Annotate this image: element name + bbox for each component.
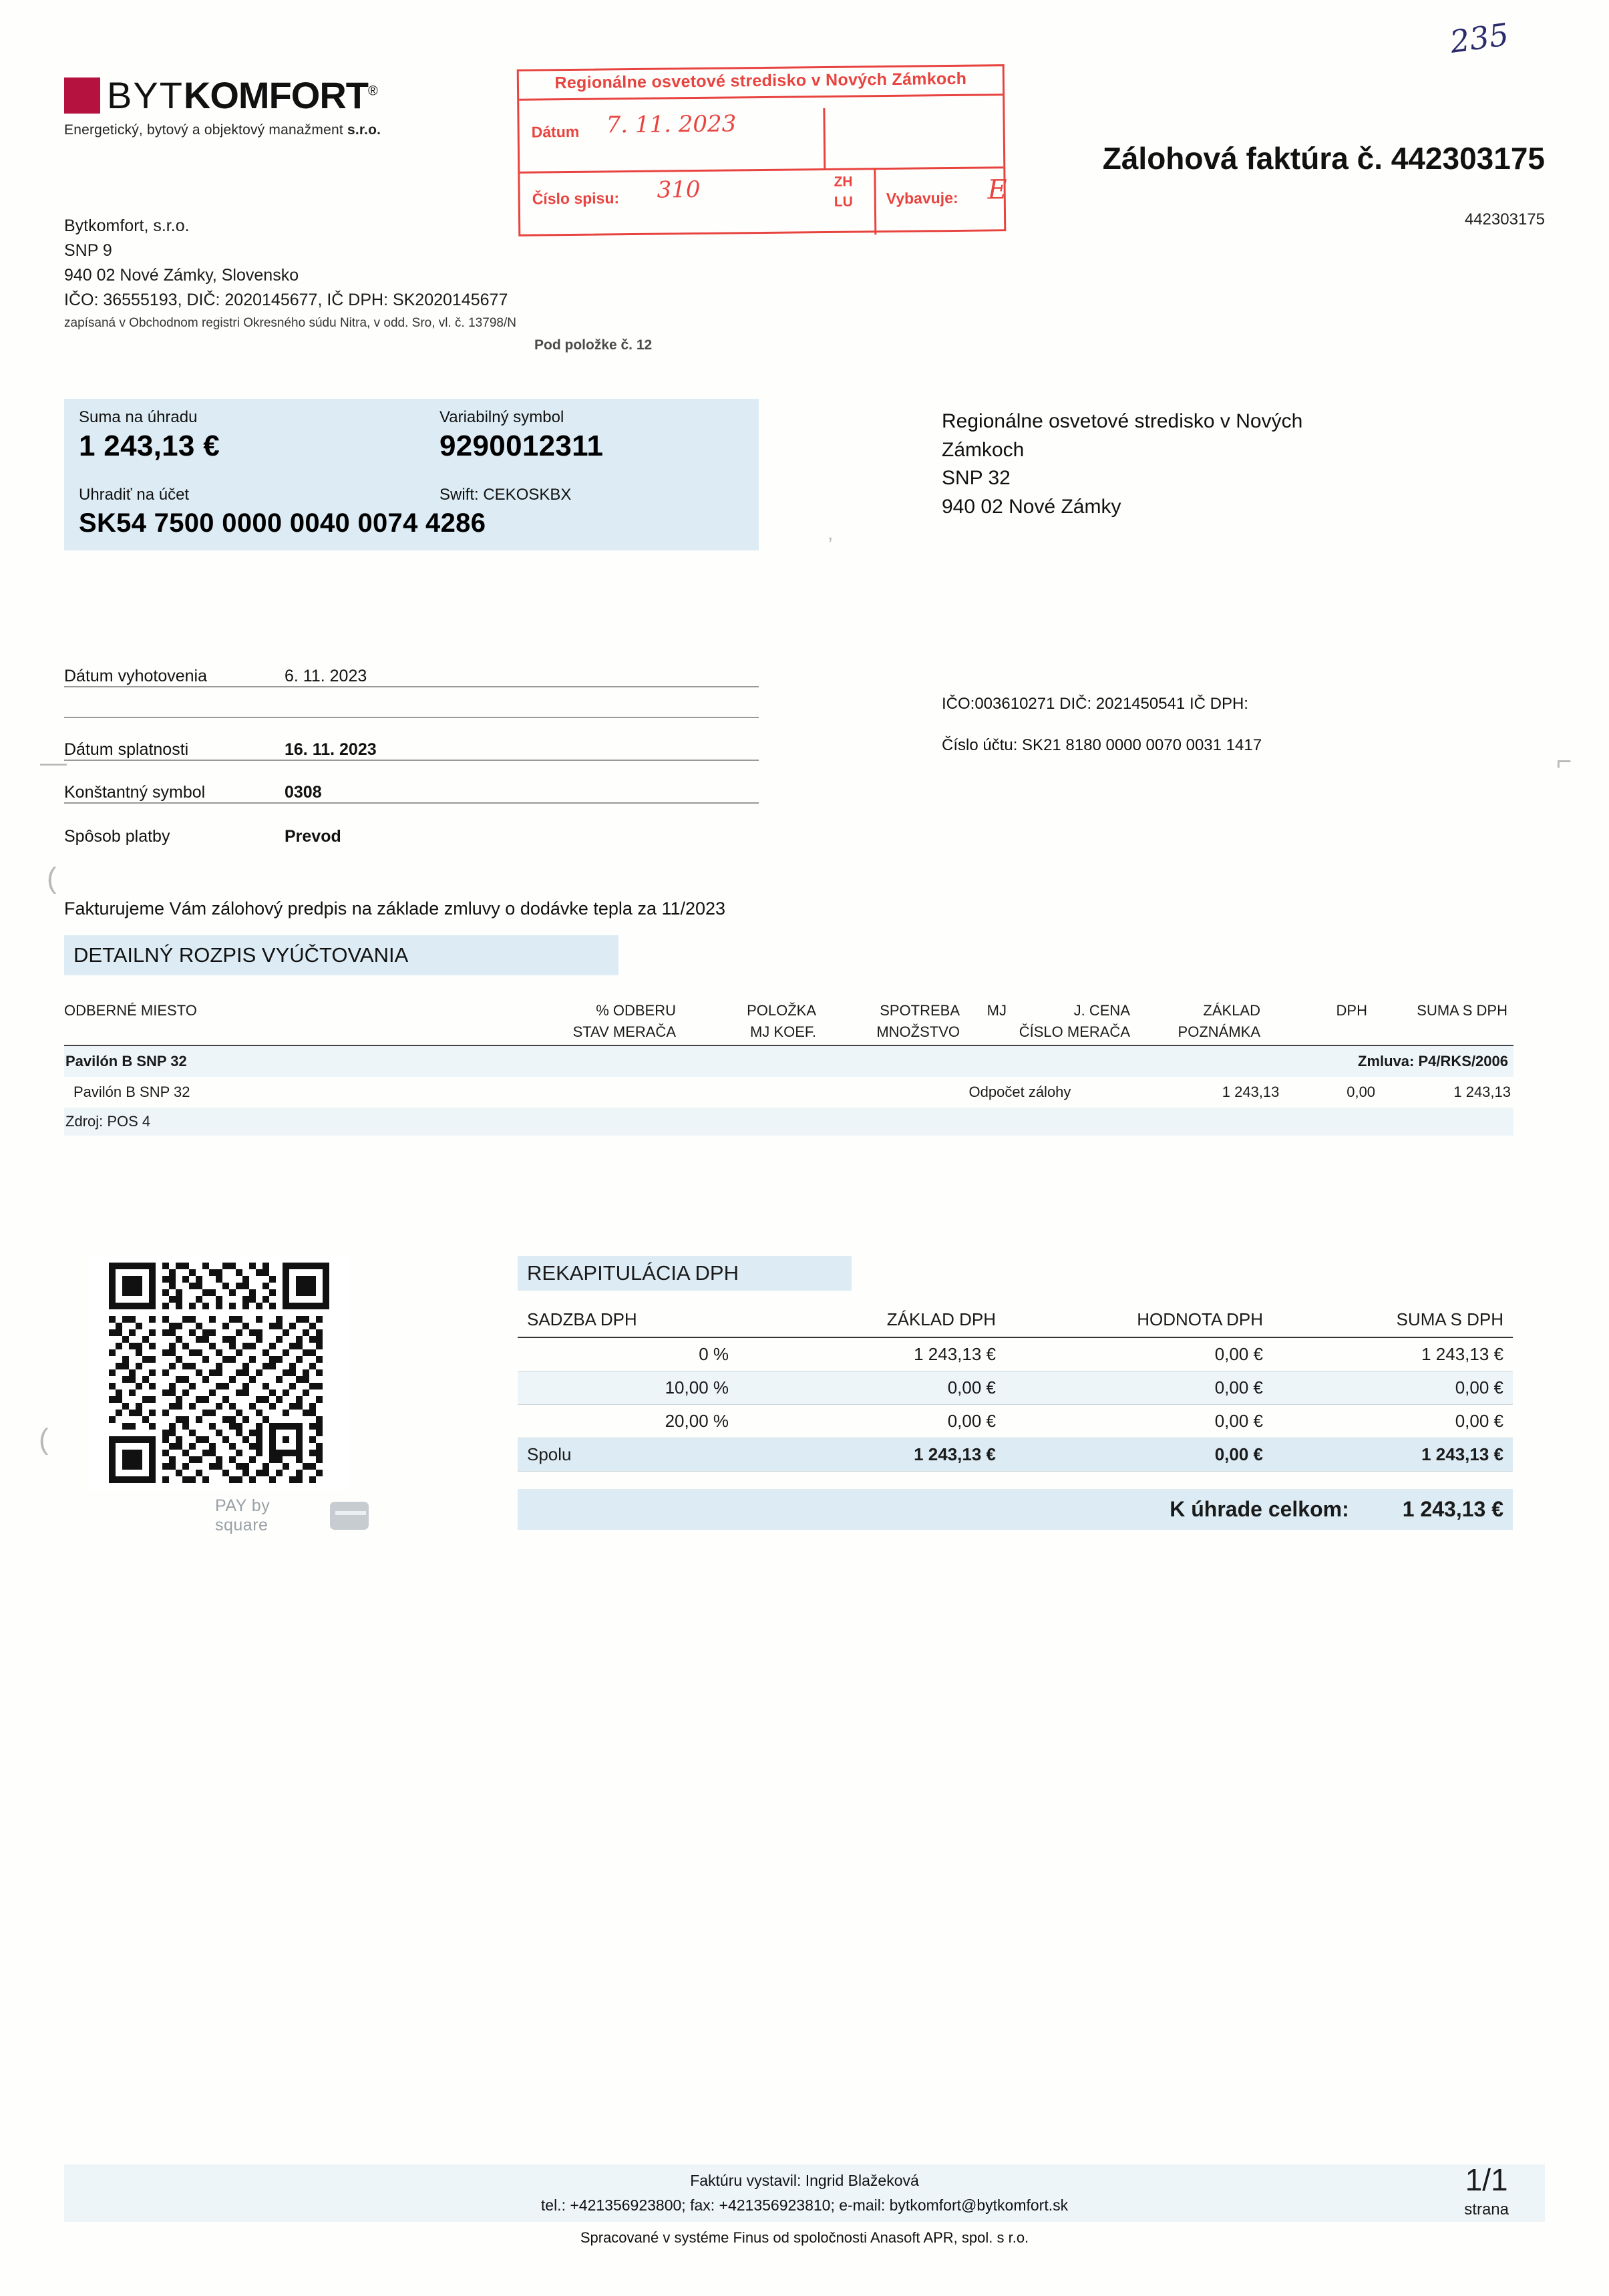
- grand-total-value: 1 243,13 €: [1402, 1497, 1503, 1521]
- total-label: Spolu: [518, 1438, 738, 1472]
- received-stamp: [517, 64, 1007, 236]
- pay-by-square-label: PAY by square: [215, 1496, 271, 1534]
- swift-label: Swift: CEKOSKBX: [439, 486, 572, 504]
- stamp-lu-label: LU: [834, 194, 853, 210]
- vat-0: 0,00 €: [1005, 1337, 1272, 1371]
- col-sadzba-dph: SADZBA DPH: [518, 1305, 738, 1337]
- col-cislo-meraca: ČÍSLO MERAČA: [1019, 1023, 1130, 1040]
- page-number: 1/1: [1465, 2162, 1508, 2197]
- col-poznamka: POZNÁMKA: [1178, 1023, 1260, 1040]
- table-row: [64, 804, 759, 846]
- logo-word-byt: BYT: [107, 74, 184, 116]
- logo-subtitle-bold: s.r.o.: [347, 122, 381, 138]
- row-vat: 0,00: [1347, 1084, 1376, 1100]
- table-row: [64, 645, 759, 687]
- swift-cell: [425, 476, 586, 504]
- stamp-divider-vertical-1: [823, 108, 826, 168]
- iban-cell: [64, 504, 500, 550]
- table-row: [518, 1337, 1513, 1371]
- rate-2: 20,00 %: [518, 1405, 738, 1438]
- amount-due-label: Suma na úhradu: [79, 408, 198, 426]
- total-vat: 0,00 €: [1005, 1438, 1272, 1472]
- handwritten-page-number: 235: [1447, 16, 1511, 60]
- logo-wordmark: [107, 73, 377, 117]
- base-0: 1 243,13 €: [738, 1337, 1005, 1371]
- stamp-divider-horizontal: [520, 166, 1003, 174]
- stamp-date-label: Dátum: [531, 122, 580, 141]
- row-total: 1 243,13: [1453, 1084, 1511, 1100]
- scan-artifact-5: (: [39, 1423, 49, 1456]
- stamp-handler-value: E: [987, 174, 1008, 206]
- col-mj-koef: MJ KOEF.: [749, 1023, 816, 1040]
- base-2: 0,00 €: [738, 1405, 1005, 1438]
- col-polozka: POLOŽKA: [747, 1002, 816, 1019]
- amount-due-cell: [64, 399, 425, 467]
- customer-name-line1: Regionálne osvetové stredisko v Nových: [942, 410, 1303, 432]
- col-empty: [64, 1023, 552, 1041]
- col-zaklad-dph: ZÁKLAD DPH: [738, 1305, 1005, 1337]
- logo-square-icon: [64, 77, 100, 114]
- vat-recap-title: REKAPITULÁCIA DPH: [518, 1256, 852, 1291]
- total-base: 1 243,13 €: [738, 1438, 1005, 1472]
- table-row: [64, 1077, 1513, 1108]
- logo-subtitle: [64, 122, 478, 138]
- table-total-row: [518, 1438, 1513, 1472]
- payment-summary-box: [64, 399, 759, 550]
- col-spotreba: SPOTREBA: [880, 1002, 960, 1019]
- vat-2: 0,00 €: [1005, 1405, 1272, 1438]
- constant-symbol-label: Konštantný symbol: [64, 783, 206, 802]
- scan-artifact-2: ⌐: [1556, 747, 1572, 776]
- customer-name-line2: Zámkoch: [942, 438, 1025, 461]
- variable-symbol-value: 9290012311: [439, 430, 604, 462]
- col-odberne-miesto: ODBERNÉ MIESTO: [64, 1002, 197, 1019]
- page-footer: [64, 2164, 1545, 2249]
- rate-0: 0 %: [518, 1337, 738, 1371]
- row-place-bold: Pavilón B SNP 32: [65, 1053, 187, 1070]
- table-row-spacer: [64, 687, 759, 718]
- invoice-subject: Fakturujeme Vám zálohový predpis na základe zmluvy o dodávke tepla za 11/2023: [64, 898, 726, 919]
- customer-street: SNP 32: [942, 467, 1011, 490]
- detail-section-title: DETAILNÝ ROZPIS VYÚČTOVANIA: [64, 935, 618, 975]
- invoice-number-secondary: 442303175: [1464, 210, 1545, 228]
- page-number-block: [1464, 2162, 1509, 2219]
- col-jcena: J. CENA: [1073, 1002, 1130, 1019]
- table-row: [64, 761, 759, 804]
- table-header-row: [518, 1305, 1513, 1337]
- col-empty-2: [962, 1023, 1009, 1041]
- grand-total-label: K úhrade celkom:: [1170, 1497, 1349, 1521]
- issue-date-label: Dátum vyhotovenia: [64, 667, 208, 685]
- qr-code-image: [109, 1263, 329, 1483]
- vat-recap-table: [518, 1305, 1513, 1472]
- table-row: [64, 1046, 1513, 1077]
- variable-symbol-cell: [425, 399, 618, 467]
- card-icon: [330, 1502, 369, 1530]
- constant-symbol-value: 0308: [285, 783, 322, 802]
- total-sum: 1 243,13 €: [1272, 1438, 1513, 1472]
- stamp-zh-label: ZH: [834, 174, 853, 190]
- footer-band: [64, 2164, 1545, 2222]
- col-empty-4: [1370, 1023, 1510, 1041]
- qr-payment-block: [88, 1256, 369, 1535]
- customer-ico-dic: IČO:003610271 DIČ: 2021450541 IČ DPH:: [942, 695, 1248, 713]
- total-0: 1 243,13 €: [1272, 1337, 1513, 1371]
- amount-due-value: 1 243,13 €: [79, 430, 220, 462]
- qr-code: [88, 1256, 350, 1490]
- row-item-label: Odpočet zálohy: [968, 1084, 1071, 1100]
- scan-artifact-1: ʼ: [828, 534, 833, 556]
- col-zaklad: ZÁKLAD: [1203, 1002, 1260, 1019]
- row-place: Pavilón B SNP 32: [73, 1084, 190, 1100]
- stamp-overlay-note: Pod položke č. 12: [534, 337, 653, 353]
- customer-city: 940 02 Nové Zámky: [942, 495, 1121, 518]
- account-label-cell: [64, 476, 425, 504]
- issue-date-value: 6. 11. 2023: [285, 667, 367, 685]
- pay-to-account-label: Uhradiť na účet: [79, 486, 190, 504]
- pay-by-square-mark: [88, 1496, 369, 1535]
- page-title: Zálohová faktúra č. 442303175: [1102, 141, 1545, 176]
- base-1: 0,00 €: [738, 1371, 1005, 1405]
- customer-block: [942, 407, 1516, 521]
- supplier-registry: zapísaná v Obchodnom registri Okresného súdu Nitra, v odd. Sro, vl. č. 13798/N: [64, 316, 516, 330]
- total-2: 0,00 €: [1272, 1405, 1513, 1438]
- detail-table: [64, 1002, 1513, 1136]
- company-logo: [64, 73, 478, 138]
- table-row-source: [64, 1108, 1513, 1136]
- supplier-block: [64, 214, 732, 332]
- vat-recap-block: [518, 1256, 1513, 1530]
- row-base: 1 243,13: [1222, 1084, 1280, 1100]
- row-source: Zdroj: POS 4: [65, 1113, 151, 1130]
- col-suma-s-dph: SUMA S DPH: [1417, 1002, 1507, 1019]
- stamp-date-value: 7. 11. 2023: [606, 110, 737, 139]
- footer-contacts: tel.: +421356923800; fax: +421356923810; e-mail: bytkomfort@bytkomfort.sk: [540, 2196, 1069, 2215]
- grand-total-row: [518, 1489, 1513, 1530]
- vat-1: 0,00 €: [1005, 1371, 1272, 1405]
- iban-value: SK54 7500 0000 0040 0074 4286: [79, 508, 486, 538]
- supplier-ids: IČO: 36555193, DIČ: 2020145677, IČ DPH: SK2020145677: [64, 291, 508, 309]
- col-hodnota-dph: HODNOTA DPH: [1005, 1305, 1272, 1337]
- total-1: 0,00 €: [1272, 1371, 1513, 1405]
- logo-subtitle-light: Energetický, bytový a objektový manažment: [64, 122, 347, 138]
- supplier-street: SNP 9: [64, 241, 112, 260]
- table-row: [64, 718, 759, 761]
- logo-registered-icon: ®: [367, 84, 377, 99]
- col-mj: MJ: [987, 1002, 1007, 1019]
- due-date-value: 16. 11. 2023: [285, 740, 377, 759]
- stamp-title: Regionálne osvetové stredisko v Nových Zámkoch: [519, 65, 1003, 101]
- detail-table-header: [64, 1002, 1513, 1046]
- footer-system: Spracované v systéme Finus od spoločnosti Anasoft APR, spol. s r.o.: [580, 2229, 1029, 2246]
- col-stav-meraca: STAV MERAČA: [572, 1023, 676, 1040]
- table-row: [518, 1371, 1513, 1405]
- table-row: [518, 1405, 1513, 1438]
- col-percent-odberu: % ODBERU: [596, 1002, 676, 1019]
- col-suma-s-dph: SUMA S DPH: [1272, 1305, 1513, 1337]
- variable-symbol-label: Variabilný symbol: [439, 408, 564, 426]
- scan-artifact-3: —: [40, 748, 67, 778]
- col-empty-3: [1263, 1023, 1370, 1041]
- rate-1: 10,00 %: [518, 1371, 738, 1405]
- supplier-name: Bytkomfort, s.r.o.: [64, 216, 190, 235]
- stamp-file-value: 310: [657, 176, 701, 204]
- stamp-file-label: Číslo spisu:: [532, 189, 620, 208]
- stamp-divider-vertical-2: [874, 168, 876, 234]
- customer-account: Číslo účtu: SK21 8180 0000 0070 0031 1417: [942, 736, 1262, 754]
- page-word: strana: [1464, 2200, 1509, 2219]
- supplier-city: 940 02 Nové Zámky, Slovensko: [64, 266, 299, 285]
- payment-dates-table: [64, 645, 759, 846]
- col-mnozstvo: MNOŽSTVO: [876, 1023, 960, 1040]
- col-dph: DPH: [1336, 1002, 1367, 1019]
- scan-artifact-4: (: [47, 862, 57, 894]
- row-contract: Zmluva: P4/RKS/2006: [1358, 1053, 1508, 1070]
- due-date-label: Dátum splatnosti: [64, 740, 189, 759]
- logo-word-komfort: KOMFORT: [183, 74, 368, 116]
- customer-identifiers: [942, 695, 1543, 755]
- stamp-handler-label: Vybavuje:: [886, 188, 958, 208]
- footer-issued-by: Faktúru vystavil: Ingrid Blažeková: [690, 2172, 919, 2190]
- detail-table-body: [64, 1046, 1513, 1136]
- payment-method-label: Spôsob platby: [64, 827, 170, 846]
- payment-method-value: Prevod: [285, 827, 341, 846]
